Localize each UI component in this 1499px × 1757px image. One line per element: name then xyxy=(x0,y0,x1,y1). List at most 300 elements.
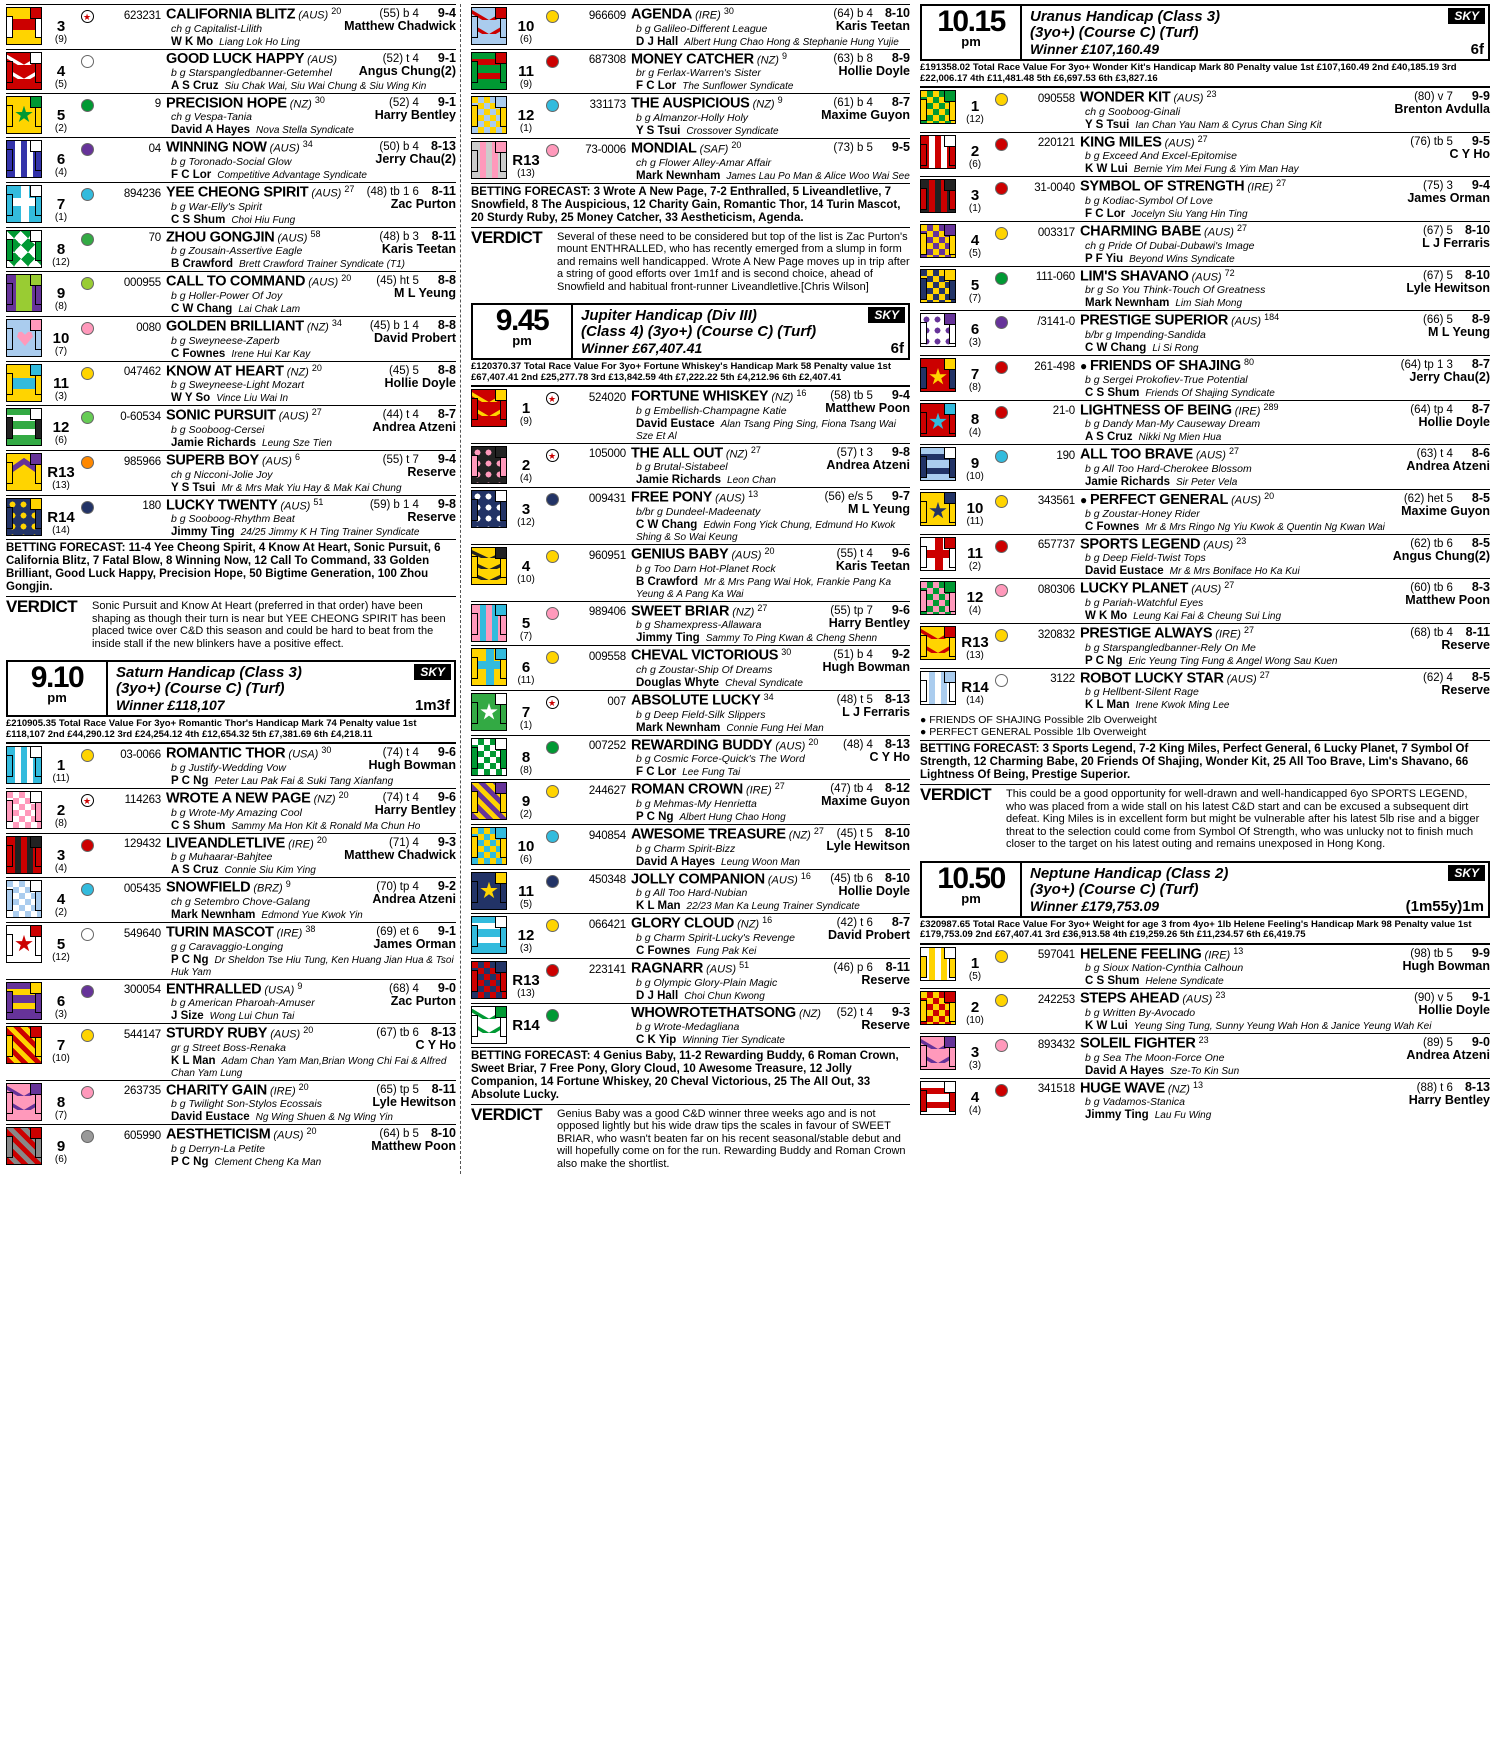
trainer-name[interactable]: Y S Tsui xyxy=(171,481,216,494)
table-row[interactable] xyxy=(920,988,1490,1033)
owner-colour-dot-icon xyxy=(81,749,94,762)
table-row[interactable] xyxy=(471,735,910,780)
table-row[interactable] xyxy=(471,443,910,488)
verdict-block-945 xyxy=(471,1105,910,1175)
trainer-name[interactable]: Jamie Richards xyxy=(1085,475,1171,488)
headgear-age: t 4 xyxy=(1440,448,1453,461)
horse-name[interactable]: ENTHRALLED xyxy=(166,981,262,998)
table-row[interactable] xyxy=(920,623,1490,668)
horse-name[interactable]: GOLDEN BRILLIANT xyxy=(166,318,304,335)
owner-name: Liang Lok Ho Ling xyxy=(219,36,300,48)
horse-name[interactable]: ROMANTIC THOR xyxy=(166,745,286,762)
table-row[interactable] xyxy=(6,1080,456,1125)
table-row[interactable] xyxy=(6,1023,456,1080)
trainer-name[interactable]: F C Lor xyxy=(636,766,677,779)
table-row[interactable] xyxy=(920,176,1490,221)
table-row[interactable] xyxy=(6,495,456,540)
trainer-name[interactable]: K W Lui xyxy=(1085,1020,1128,1032)
trainer-name[interactable]: K L Man xyxy=(636,900,681,913)
jockey-name[interactable]: Harry Bentley xyxy=(1408,1092,1490,1107)
table-row[interactable] xyxy=(6,4,456,49)
jockey-name[interactable]: Maxime Guyon xyxy=(821,794,910,809)
horse-days-since-run: 34 xyxy=(763,692,774,703)
table-row[interactable] xyxy=(6,271,456,316)
jockey-name[interactable]: James Orman xyxy=(1407,191,1490,206)
trainer-name[interactable]: P C Ng xyxy=(636,811,674,824)
official-rating: (45) xyxy=(376,275,397,288)
horse-name[interactable]: MONDIAL xyxy=(631,140,697,157)
headgear-age: tb 6 xyxy=(399,1027,419,1040)
silk-cell xyxy=(920,89,960,131)
owner-colour-dot-icon xyxy=(546,10,559,23)
horse-country: (AUS) xyxy=(298,9,329,22)
table-row[interactable] xyxy=(920,355,1490,400)
jockey-name[interactable]: C Y Ho xyxy=(415,1038,456,1053)
runner-details xyxy=(98,273,456,315)
jockey-name[interactable]: Andrea Atzeni xyxy=(1406,459,1490,474)
table-row[interactable] xyxy=(471,779,910,824)
jockey-name[interactable]: Matthew Poon xyxy=(1405,593,1490,608)
jockey-name[interactable]: James Orman xyxy=(373,936,456,951)
weight-rating-cell xyxy=(837,826,910,840)
jockey-silks-icon xyxy=(920,947,956,981)
table-row[interactable] xyxy=(920,668,1490,713)
trainer-name[interactable]: David Eustace xyxy=(1085,565,1164,578)
horse-name[interactable]: LUCKY TWENTY xyxy=(166,497,278,514)
jockey-name[interactable]: David Probert xyxy=(828,928,910,943)
trainer-name[interactable]: Jimmy Ting xyxy=(636,632,700,645)
trainer-name[interactable]: F C Lor xyxy=(636,80,677,93)
overweight-bullet-icon: ● xyxy=(1080,492,1090,507)
badges-cell xyxy=(76,51,98,92)
table-row[interactable] xyxy=(6,182,456,227)
trainer-name[interactable]: P C Ng xyxy=(171,1156,209,1169)
jockey-name[interactable]: Reserve xyxy=(861,1017,910,1032)
horse-name[interactable]: ● FRIENDS OF SHAJING xyxy=(1080,357,1241,374)
table-row[interactable] xyxy=(920,444,1490,489)
jockey-name[interactable]: Karis Teetan xyxy=(835,559,910,574)
horse-name[interactable]: LUCKY PLANET xyxy=(1080,580,1189,597)
horse-name[interactable]: SUPERB BOY xyxy=(166,452,259,469)
jockey-name[interactable]: Matthew Poon xyxy=(371,1139,456,1154)
pedigree: b g Dandy Man-My Causeway Dream xyxy=(1085,418,1261,431)
table-row[interactable] xyxy=(471,386,910,443)
trainer-name[interactable]: C S Shum xyxy=(171,213,226,226)
jockey-name[interactable]: Harry Bentley xyxy=(374,802,456,817)
trainer-name[interactable]: A S Cruz xyxy=(171,864,219,877)
horse-name[interactable]: SONIC PURSUIT xyxy=(166,407,276,424)
jockey-name[interactable]: Jerry Chau(2) xyxy=(1409,369,1490,384)
stall-draw: (13) xyxy=(966,649,984,661)
horse-days-since-run: 13 xyxy=(1192,1079,1203,1090)
horse-name-wrap xyxy=(166,363,322,380)
jockey-name[interactable]: M L Yeung xyxy=(1427,325,1490,340)
jockey-name[interactable]: Hugh Bowman xyxy=(368,758,456,773)
horse-name[interactable]: WHOWROTETHATSONG xyxy=(631,1004,796,1021)
horse-name[interactable]: CALIFORNIA BLITZ xyxy=(166,6,296,23)
jockey-name[interactable]: L J Ferraris xyxy=(1422,235,1490,250)
horse-name[interactable]: AWESOME TREASURE xyxy=(631,826,786,843)
table-row[interactable] xyxy=(920,87,1490,132)
table-row[interactable] xyxy=(6,743,456,788)
trainer-name[interactable]: A S Cruz xyxy=(171,79,219,92)
jockey-name[interactable]: Hugh Bowman xyxy=(1402,958,1490,973)
trainer-name[interactable]: W K Mo xyxy=(171,35,214,48)
horse-country: (NZ) xyxy=(798,1007,821,1020)
horse-name[interactable]: MONEY CATCHER xyxy=(631,51,754,68)
trainer-name[interactable]: P F Yiu xyxy=(1085,252,1124,265)
table-row[interactable] xyxy=(471,958,910,1003)
trainer-name[interactable]: Mark Newnham xyxy=(171,908,256,921)
jockey-name[interactable]: Maxime Guyon xyxy=(821,108,910,123)
table-row[interactable] xyxy=(471,49,910,94)
horse-name[interactable]: FORTUNE WHISKEY xyxy=(631,388,769,405)
headgear-age: b 1 4 xyxy=(393,498,419,511)
jockey-name[interactable]: Reserve xyxy=(1441,682,1490,697)
horse-name[interactable]: YEE CHEONG SPIRIT xyxy=(166,184,309,201)
runner-details xyxy=(1012,402,1490,444)
horse-name[interactable]: CALL TO COMMAND xyxy=(166,273,306,290)
trainer-name[interactable]: P C Ng xyxy=(171,953,209,966)
horse-name[interactable]: PRECISION HOPE xyxy=(166,95,287,112)
horse-name[interactable]: SWEET BRIAR xyxy=(631,603,730,620)
recent-form-figures: 341518 xyxy=(1037,1083,1075,1096)
saddlecloth-number: R13 (13) xyxy=(47,463,75,491)
jockey-name[interactable]: Hollie Doyle xyxy=(838,883,910,898)
table-row[interactable] xyxy=(6,316,456,361)
table-row[interactable] xyxy=(471,913,910,958)
owner-colour-dot-icon xyxy=(546,1009,559,1022)
table-row[interactable] xyxy=(471,824,910,869)
table-row[interactable] xyxy=(920,944,1490,989)
pedigree: ch g Sooboog-Ginali xyxy=(1085,105,1181,118)
table-row[interactable] xyxy=(920,489,1490,534)
table-row[interactable] xyxy=(6,49,456,93)
table-row[interactable] xyxy=(920,534,1490,579)
horse-name[interactable]: AESTHETICISM xyxy=(166,1127,271,1144)
trainer-name[interactable]: C W Chang xyxy=(636,519,698,532)
jockey-name[interactable]: Hollie Doyle xyxy=(1418,1003,1490,1018)
owner-name: Leung Woon Man xyxy=(721,856,800,868)
headgear-age: v 5 xyxy=(1437,992,1453,1005)
horse-name-wrap xyxy=(1080,178,1286,195)
horse-days-since-run: 27 xyxy=(1229,446,1240,457)
table-row[interactable] xyxy=(6,833,456,878)
official-rating: (55) xyxy=(830,604,851,617)
jockey-name[interactable]: Harry Bentley xyxy=(374,107,456,122)
trainer-name[interactable]: David Eustace xyxy=(636,417,715,430)
recent-form-figures: 080306 xyxy=(1037,583,1075,596)
jockey-name[interactable]: C Y Ho xyxy=(1449,146,1490,161)
silk-cell xyxy=(6,184,46,226)
jockey-silks-icon xyxy=(471,738,507,776)
horse-days-since-run: 38 xyxy=(305,923,316,934)
table-row[interactable] xyxy=(471,544,910,601)
trainer-name[interactable]: B Crawford xyxy=(636,575,698,588)
table-row[interactable] xyxy=(6,405,456,450)
stall-draw: (5) xyxy=(54,78,68,90)
table-row[interactable] xyxy=(6,788,456,833)
jockey-name[interactable]: Jerry Chau(2) xyxy=(375,152,456,167)
trainer-name[interactable]: K W Lui xyxy=(1085,163,1128,176)
table-row[interactable] xyxy=(6,877,456,922)
pedigree: b g Written By-Avocado xyxy=(1085,1007,1196,1019)
jockey-name[interactable]: Maxime Guyon xyxy=(1401,503,1490,518)
horse-name[interactable]: SOLEIL FIGHTER xyxy=(1080,1035,1196,1052)
horse-name[interactable]: SYMBOL OF STRENGTH xyxy=(1080,178,1245,195)
trainer-name[interactable]: C K Yip xyxy=(636,1033,677,1046)
badges-cell xyxy=(76,363,98,405)
table-row[interactable] xyxy=(920,132,1490,177)
trainer-name[interactable]: C Fownes xyxy=(171,347,226,360)
jockey-name[interactable]: M L Yeung xyxy=(847,502,910,517)
runner-line-3 xyxy=(100,909,456,921)
carried-weight: 8-8 xyxy=(437,317,456,332)
jockey-name[interactable]: Karis Teetan xyxy=(835,19,910,33)
table-row[interactable] xyxy=(920,1033,1490,1078)
trainer-name[interactable]: Mark Newnham xyxy=(636,721,721,734)
jockey-name[interactable]: Matthew Chadwick xyxy=(344,847,456,862)
horse-name[interactable]: PRESTIGE SUPERIOR xyxy=(1080,312,1228,329)
table-row[interactable] xyxy=(471,138,910,183)
jockey-name[interactable]: Reserve xyxy=(861,973,910,987)
trainer-name[interactable]: Mark Newnham xyxy=(1085,297,1170,310)
owner-colour-dot-icon xyxy=(81,883,94,896)
jockey-name[interactable]: C Y Ho xyxy=(869,749,910,764)
jockey-name[interactable]: Lyle Hewitson xyxy=(372,1094,456,1109)
carried-weight: 9-9 xyxy=(1471,89,1490,103)
jockey-name[interactable]: Angus Chung(2) xyxy=(1392,548,1490,563)
horse-name[interactable]: LIVEANDLETLIVE xyxy=(166,835,286,852)
trainer-name[interactable]: Jimmy Ting xyxy=(171,526,235,539)
owner-name: Li Si Rong xyxy=(1152,342,1199,354)
jockey-name[interactable]: Lyle Hewitson xyxy=(826,839,910,854)
saddlecloth-number: 4 (10) xyxy=(511,546,541,600)
horse-name[interactable]: WINNING NOW xyxy=(166,139,267,156)
horse-name[interactable]: THE ALL OUT xyxy=(631,445,723,462)
jockey-name[interactable]: Andrea Atzeni xyxy=(372,420,456,435)
table-row[interactable] xyxy=(471,690,910,735)
saddlecloth-number: 3 (12) xyxy=(511,489,541,543)
jockey-name[interactable]: Karis Teetan xyxy=(381,241,456,256)
jockey-name[interactable]: Hollie Doyle xyxy=(1418,414,1490,429)
jockey-name[interactable]: Zac Purton xyxy=(390,196,456,211)
trainer-name[interactable]: P C Ng xyxy=(171,774,209,787)
jockey-name[interactable]: Hollie Doyle xyxy=(384,375,456,390)
horse-name[interactable]: JOLLY COMPANION xyxy=(631,871,765,888)
jockey-name[interactable]: Reserve xyxy=(1441,637,1490,652)
weight-rating-cell xyxy=(1423,223,1490,237)
horse-name[interactable]: LIGHTNESS OF BEING xyxy=(1080,402,1232,419)
trainer-name[interactable]: F C Lor xyxy=(171,168,212,181)
runner-line-3 xyxy=(1014,610,1490,622)
runner-details xyxy=(563,6,910,48)
trainer-name[interactable]: Jamie Richards xyxy=(171,436,257,449)
stall-draw: (5) xyxy=(968,970,982,982)
trainer-name[interactable]: D J Hall xyxy=(636,35,679,48)
table-row[interactable] xyxy=(920,578,1490,623)
trainer-name[interactable]: B Crawford xyxy=(171,258,233,271)
trainer-name[interactable]: K L Man xyxy=(171,1054,216,1067)
trainer-name[interactable]: Mark Newnham xyxy=(636,169,721,182)
horse-name[interactable]: WONDER KIT xyxy=(1080,89,1171,106)
horse-name[interactable]: ZHOU GONGJIN xyxy=(166,229,275,246)
weight-rating-cell xyxy=(830,781,910,795)
jockey-name[interactable]: Matthew Poon xyxy=(825,401,910,416)
horse-name[interactable]: SNOWFIELD xyxy=(166,879,251,896)
runner-line-3 xyxy=(565,80,910,92)
table-row[interactable] xyxy=(6,1124,456,1169)
horse-name[interactable]: ALL TOO BRAVE xyxy=(1080,446,1193,463)
horse-name[interactable]: STURDY RUBY xyxy=(166,1025,268,1042)
table-row[interactable] xyxy=(471,601,910,646)
trainer-name[interactable]: C S Shum xyxy=(1085,386,1140,399)
horse-name[interactable]: WROTE A NEW PAGE xyxy=(166,790,311,807)
table-row[interactable] xyxy=(6,979,456,1024)
trainer-name[interactable]: Y S Tsui xyxy=(636,124,681,137)
horse-name[interactable]: KNOW AT HEART xyxy=(166,363,284,380)
horse-days-since-run: 27 xyxy=(750,444,761,455)
jockey-name[interactable]: Brenton Avdulla xyxy=(1394,102,1490,116)
trainer-name[interactable]: C S Shum xyxy=(1085,975,1140,988)
horse-name[interactable]: STEPS AHEAD xyxy=(1080,991,1180,1007)
trainer-name[interactable]: W Y So xyxy=(171,392,211,405)
trainer-name[interactable]: C S Shum xyxy=(171,819,226,832)
race-distance: 1m3f xyxy=(414,697,450,715)
trainer-name[interactable]: Jamie Richards xyxy=(636,474,722,487)
jockey-name[interactable]: Reserve xyxy=(407,509,456,524)
horse-name[interactable]: ROMAN CROWN xyxy=(631,782,743,799)
horse-name[interactable]: SPORTS LEGEND xyxy=(1080,536,1201,553)
horse-days-since-run: 27 xyxy=(1244,624,1255,635)
jockey-name[interactable]: L J Ferraris xyxy=(842,705,910,720)
horse-name[interactable]: RAGNARR xyxy=(631,960,704,977)
trainer-name[interactable]: W K Mo xyxy=(1085,609,1128,622)
headgear-age: b 1 4 xyxy=(393,319,419,332)
jockey-name[interactable]: David Probert xyxy=(374,330,456,345)
trainer-name[interactable]: P C Ng xyxy=(1085,654,1123,667)
horse-name[interactable]: GLORY CLOUD xyxy=(631,916,735,932)
table-row[interactable] xyxy=(6,361,456,406)
table-row[interactable] xyxy=(920,266,1490,311)
table-row[interactable] xyxy=(6,93,456,138)
owner-colour-dot-icon xyxy=(995,138,1008,151)
jockey-name[interactable]: Hollie Doyle xyxy=(838,63,910,78)
trainer-name[interactable]: C W Chang xyxy=(171,302,233,315)
horse-name[interactable]: GOOD LUCK HAPPY xyxy=(166,50,305,67)
trainer-name[interactable]: C Fownes xyxy=(1085,520,1140,533)
horse-days-since-run: 27 xyxy=(1259,669,1270,680)
table-row[interactable] xyxy=(6,922,456,979)
jockey-name[interactable]: M L Yeung xyxy=(393,286,456,301)
saddlecloth-number: 3 (9) xyxy=(46,6,76,48)
runner-line-3 xyxy=(1014,1020,1490,1032)
table-row[interactable] xyxy=(471,1003,910,1047)
trainer-name[interactable]: Jimmy Ting xyxy=(1085,1109,1149,1122)
trainer-name[interactable]: K L Man xyxy=(1085,699,1130,712)
owner-name: 22/23 Man Ka Leung Trainer Syndicate xyxy=(686,901,860,913)
horse-name[interactable]: PRESTIGE ALWAYS xyxy=(1080,625,1213,642)
stall-draw: (6) xyxy=(519,34,533,45)
table-row[interactable] xyxy=(920,310,1490,355)
trainer-name[interactable]: Douglas Whyte xyxy=(636,677,720,690)
trainer-name[interactable]: C W Chang xyxy=(1085,341,1147,354)
trainer-name[interactable]: David A Hayes xyxy=(636,855,716,868)
horse-country: (IRE) xyxy=(1215,628,1241,641)
horse-name[interactable]: LIM'S SHAVANO xyxy=(1080,268,1189,285)
horse-name[interactable]: REWARDING BUDDY xyxy=(631,737,773,754)
horse-name[interactable]: FREE PONY xyxy=(631,490,713,507)
horse-name[interactable]: ABSOLUTE LUCKY xyxy=(631,692,761,709)
horse-days-since-run: 30 xyxy=(314,94,325,105)
trainer-name[interactable]: A S Cruz xyxy=(1085,431,1133,444)
horse-name[interactable]: KING MILES xyxy=(1080,134,1162,151)
horse-name[interactable]: CHEVAL VICTORIOUS xyxy=(631,648,779,665)
official-rating: (88) xyxy=(1416,1081,1438,1094)
trainer-name[interactable]: J Size xyxy=(171,1010,204,1023)
jockey-name[interactable]: Andrea Atzeni xyxy=(372,892,456,907)
headgear-age: ht 5 xyxy=(399,275,419,288)
jockey-name[interactable]: Harry Bentley xyxy=(828,615,910,630)
table-row[interactable] xyxy=(6,227,456,272)
horse-name[interactable]: AGENDA xyxy=(631,6,693,23)
race-time-meridiem: pm xyxy=(47,690,67,706)
jockey-name[interactable]: Lyle Hewitson xyxy=(1406,280,1490,295)
table-row[interactable] xyxy=(6,137,456,182)
horse-name[interactable]: ROBOT LUCKY STAR xyxy=(1080,670,1224,687)
trainer-name[interactable]: David A Hayes xyxy=(1085,1064,1165,1077)
trainer-name[interactable]: David Eustace xyxy=(171,1111,250,1124)
jockey-name[interactable]: Hugh Bowman xyxy=(822,660,910,675)
horse-name[interactable]: ● PERFECT GENERAL xyxy=(1080,491,1229,508)
jockey-name[interactable]: Zac Purton xyxy=(390,993,456,1008)
trainer-name[interactable]: Y S Tsui xyxy=(1085,118,1130,131)
silk-cell xyxy=(471,960,511,1002)
jockey-name[interactable]: Reserve xyxy=(407,464,456,479)
horse-country: (BRZ) xyxy=(253,882,283,895)
table-row[interactable] xyxy=(471,487,910,544)
trainer-name[interactable]: F C Lor xyxy=(1085,207,1126,220)
table-row[interactable] xyxy=(6,450,456,495)
horse-name[interactable]: THE AUSPICIOUS xyxy=(631,95,750,112)
trainer-name[interactable]: C Fownes xyxy=(636,945,691,957)
horse-name[interactable]: HELENE FEELING xyxy=(1080,946,1202,963)
official-rating: (59) xyxy=(369,498,391,511)
table-row[interactable] xyxy=(920,1078,1490,1123)
trainer-name[interactable]: D J Hall xyxy=(636,989,679,1002)
trainer-name[interactable]: David A Hayes xyxy=(171,124,251,137)
jockey-name[interactable]: Andrea Atzeni xyxy=(826,457,910,472)
table-row[interactable] xyxy=(920,221,1490,266)
horse-name[interactable]: GENIUS BABY xyxy=(631,546,729,563)
horse-name[interactable]: CHARITY GAIN xyxy=(166,1082,267,1099)
headgear-age: t 6 xyxy=(860,917,873,930)
table-row[interactable] xyxy=(920,400,1490,445)
table-row[interactable] xyxy=(471,869,910,914)
jockey-name[interactable]: Andrea Atzeni xyxy=(1406,1048,1490,1062)
saddlecloth-number: 1 (9) xyxy=(511,388,541,442)
table-row[interactable] xyxy=(471,645,910,690)
jockey-name[interactable]: Angus Chung(2) xyxy=(358,63,456,78)
horse-name[interactable]: HUGE WAVE xyxy=(1080,1080,1165,1097)
jockey-name[interactable]: Matthew Chadwick xyxy=(344,19,456,33)
headgear-age: 5 xyxy=(1446,1037,1453,1049)
table-row[interactable] xyxy=(471,4,910,49)
horse-name[interactable]: CHARMING BABE xyxy=(1080,223,1201,240)
table-row[interactable] xyxy=(471,93,910,138)
badges-cell xyxy=(990,223,1012,265)
horse-name[interactable]: TURIN MASCOT xyxy=(166,924,274,941)
